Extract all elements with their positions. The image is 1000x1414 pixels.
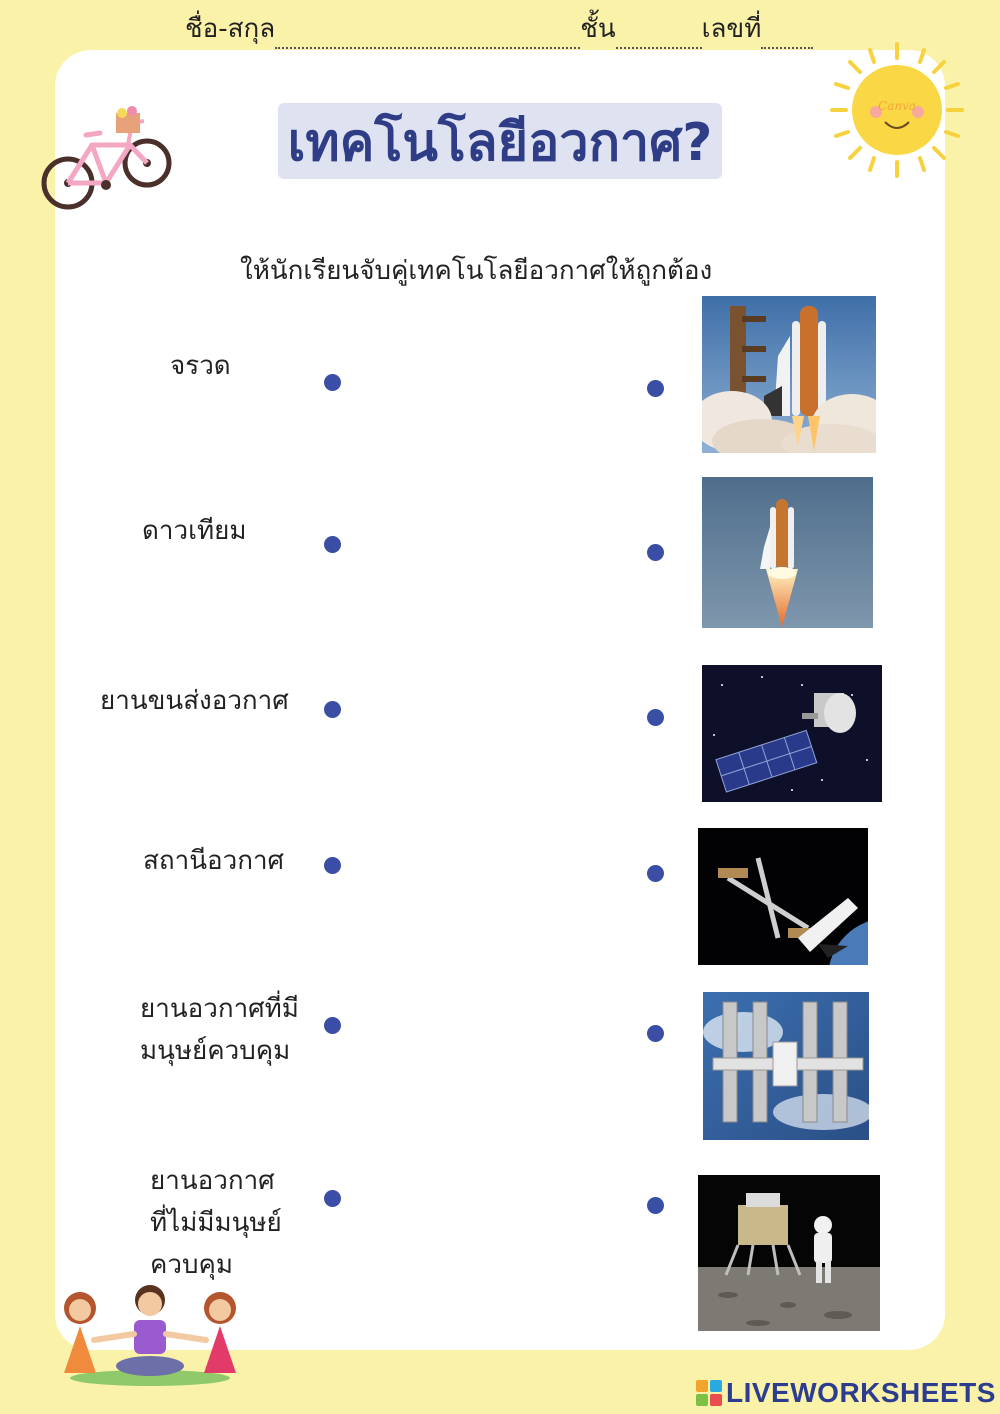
left-match-dot-5[interactable] xyxy=(324,1017,341,1034)
left-label-space-station xyxy=(143,840,284,882)
left-label-rocket xyxy=(170,345,231,387)
shuttle-launch-pad-photo xyxy=(702,296,876,453)
number-label: เลขที่ xyxy=(701,14,762,44)
children-holding-hands-icon xyxy=(50,1278,250,1388)
label-line: สถานีอวกาศ xyxy=(143,846,285,876)
sun-icon xyxy=(830,40,965,180)
name-label: ชื่อ-สกุล xyxy=(185,14,276,44)
left-label-space-shuttle xyxy=(100,680,289,722)
left-match-dot-6[interactable] xyxy=(324,1190,341,1207)
label-line: ที่ไม่มีมนุษย์ xyxy=(150,1208,282,1238)
label-line: จรวด xyxy=(170,351,231,381)
class-label: ชั้น xyxy=(580,14,616,44)
right-match-dot-1[interactable] xyxy=(647,380,664,397)
shuttle-liftoff-photo xyxy=(702,477,873,628)
left-match-dot-1[interactable] xyxy=(324,374,341,391)
right-match-dot-3[interactable] xyxy=(647,709,664,726)
liveworksheets-logo xyxy=(696,1376,996,1410)
label-line: ควบคุม xyxy=(150,1250,234,1280)
left-match-dot-3[interactable] xyxy=(324,701,341,718)
instruction-text: ให้นักเรียนจับคู่เทคโนโลยีอวกาศให้ถูกต้อง xyxy=(240,256,713,286)
label-line: ยานอวกาศ xyxy=(150,1166,275,1196)
page-title-box xyxy=(278,103,722,179)
liveworksheets-logo-icon xyxy=(696,1380,722,1406)
space-station-docking-photo xyxy=(698,828,868,965)
student-info-header xyxy=(185,8,835,48)
sun-logo-text: Canva xyxy=(878,99,916,113)
label-line: ยานอวกาศที่มี xyxy=(140,994,299,1024)
satellite-photo xyxy=(702,665,882,802)
left-label-unmanned-spacecraft xyxy=(150,1160,282,1286)
space-station-earth-photo xyxy=(703,992,869,1140)
label-line: ดาวเทียม xyxy=(142,516,247,546)
right-match-dot-4[interactable] xyxy=(647,865,664,882)
left-match-dot-4[interactable] xyxy=(324,857,341,874)
brand-text: LIVEWORKSHEETS xyxy=(726,1377,996,1408)
page-title: เทคโนโลยีอวกาศ? xyxy=(287,112,713,173)
number-field[interactable] xyxy=(761,19,813,49)
left-match-dot-2[interactable] xyxy=(324,536,341,553)
moon-landing-photo xyxy=(698,1175,880,1331)
left-label-satellite xyxy=(142,510,246,552)
class-field[interactable] xyxy=(616,19,702,49)
right-match-dot-5[interactable] xyxy=(647,1025,664,1042)
right-match-dot-2[interactable] xyxy=(647,544,664,561)
bicycle-icon xyxy=(40,105,175,215)
right-match-dot-6[interactable] xyxy=(647,1197,664,1214)
name-field[interactable] xyxy=(275,19,580,49)
label-line: ยานขนส่งอวกาศ xyxy=(100,686,289,716)
label-line: มนุษย์ควบคุม xyxy=(140,1036,291,1066)
left-label-manned-spacecraft xyxy=(140,988,299,1072)
